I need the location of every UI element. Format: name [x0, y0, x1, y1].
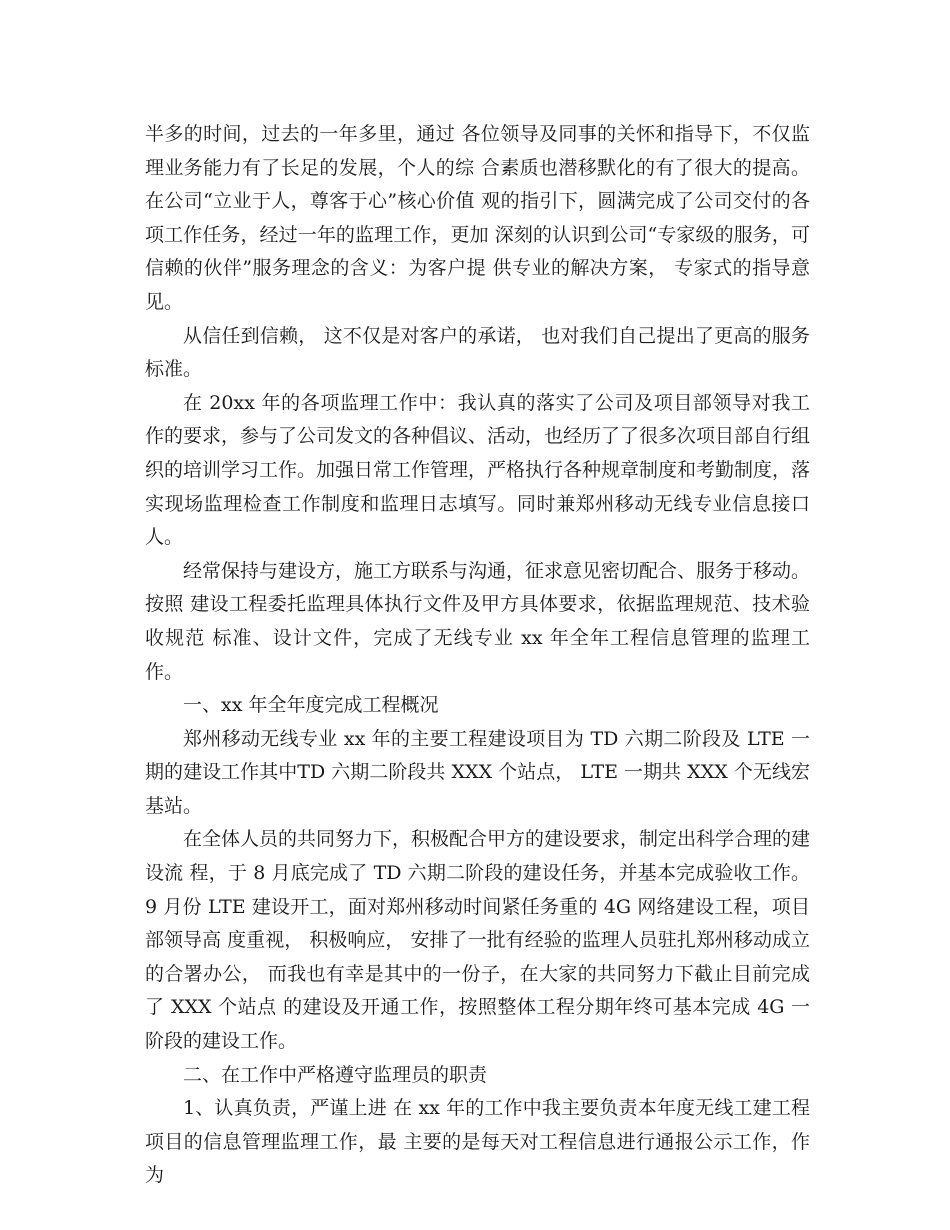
paragraph-2: 从信任到信赖， 这不仅是对客户的承诺， 也对我们自己提出了更高的服务标准。 [145, 324, 810, 381]
document-page [145, 118, 810, 1193]
paragraph-1: 半多的时间，过去的一年多里，通过 各位领导及同事的关怀和指导下，不仅监理业务能力有了长足的发展，个人的综 合素质也潜移默化的有了很大的提高。在公司“立业于人，尊客于心”核心价值 观的指引下，圆满完成了公司交付的各项工作任务，经过一年的监理工作，更加 深刻的认识到公司“专家级的服务，可信赖的伙伴”服务理念的含义：为客户提 供专业的解决方案， 专家式的指导意见。 [145, 123, 810, 313]
paragraph-6: 在全体人员的共同努力下，积极配合甲方的建设要求，制定出科学合理的建设流 程，于 8 月底完成了 TD 六期二阶段的建设任务，并基本完成验收工作。9 月份 LTE 建设开工，面对郑州移动时间紧任务重的 4G 网络建设工程，项目部领导高 度重视， 积极响应， 安排了一批有经验的监理人员驻扎郑州移动成立的合署办公， 而我也有幸是其中的一份子，在大家的共同努力下截止目前完成了 XXX 个站点 的建设及开通工作，按照整体工程分期年终可基本完成 4G 一阶段的建设工作。 [145, 828, 811, 1053]
paragraph-4: 经常保持与建设方，施工方联系与沟通，征求意见密切配合、服务于移动。按照 建设工程委托监理具体执行文件及甲方具体要求，依据监理规范、技术验收规范 标准、设计文件，完成了无线专业 xx 年全年工程信息管理的监理工作。 [145, 559, 811, 683]
paragraph-5: 郑州移动无线专业 xx 年的主要工程建设项目为 TD 六期二阶段及 LTE 一期的建设工作其中TD 六期二阶段共 XXX 个站点， LTE 一期共 XXX 个无线宏基站。 [145, 727, 810, 817]
paragraph-3: 在 20xx 年的各项监理工作中：我认真的落实了公司及项目部领导对我工作的要求，参与了公司发文的各种倡议、活动，也经历了了很多次项目部自行组织的培训学习工作。加强日常工作管理，严格执行各种规章制度和考勤制度，落实现场监理检查工作制度和监理日志填写。同时兼郑州移动无线专业信息接口人。 [145, 391, 811, 549]
paragraph-7: 1、认真负责，严谨上进 在 xx 年的工作中我主要负责本年度无线工建工程项目的信息管理监理工作，最 主要的是每天对工程信息进行通报公示工作，作为 [145, 1097, 810, 1187]
section-heading-2: 二、在工作中严格遵守监理员的职责 [183, 1063, 488, 1086]
section-heading-1: 一、xx 年全年度完成工程概况 [183, 694, 439, 717]
